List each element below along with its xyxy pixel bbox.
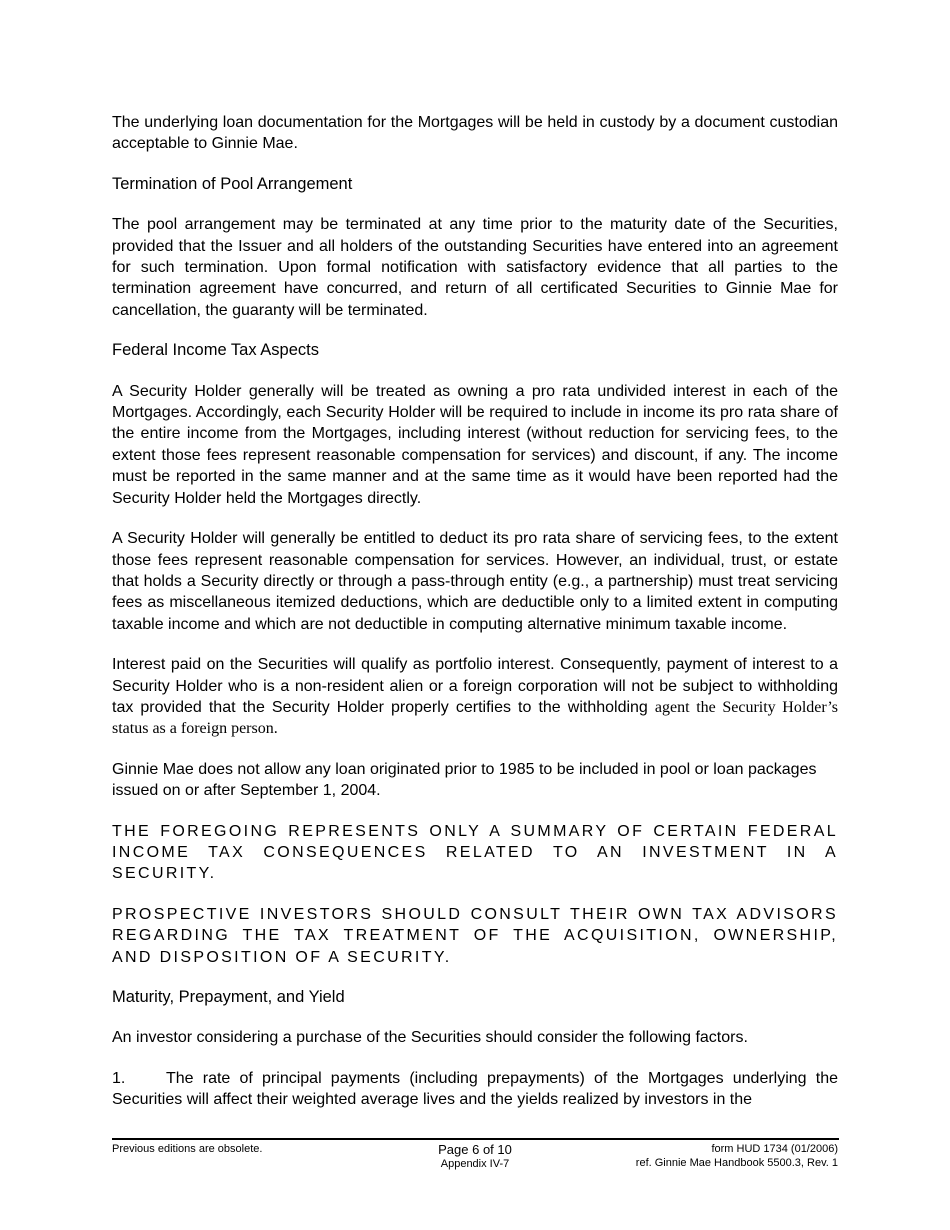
portfolio-interest-tail: agent the Security Holder’s status as a foreign person. bbox=[112, 698, 839, 738]
appendix-label: Appendix IV-7 bbox=[440, 1158, 510, 1170]
paragraph-pro-rata-interest: A Security Holder generally will be treated as owning a pro rata undivided interest in each of the Mortgages. Accordingly, each Security Holder will be required to include in income its pro rata share of the entire income from the Mortgages, including interest (without reduction for servicing fees, to the extent those fees represent reasonable compensation for services) and discount, if any. The income must be reported in the same manner and at the same time as it would have been reported had the Security Holder held the Mortgages directly. bbox=[112, 382, 838, 507]
paragraph-termination: The pool arrangement may be terminated at any time prior to the maturity date of the Securities, provided that the Issuer and all holders of the outstanding Securities have entered into an agreement for such termination. Upon formal notification with satisfactory evidence that all parties to the termination agreement have concurred, and return of all certificated Securities to Ginnie Mae for cancellation, the guaranty will be terminated. bbox=[112, 216, 838, 319]
heading-termination: Termination of Pool Arrangement bbox=[112, 174, 353, 193]
footer-obsolete-note: Previous editions are obsolete. bbox=[112, 1143, 263, 1155]
paragraph-portfolio-interest bbox=[112, 654, 838, 740]
footer-divider bbox=[112, 1138, 839, 1140]
caps-summary-notice: THE FOREGOING REPRESENTS ONLY A SUMMARY OF CERTAIN FEDERAL INCOME TAX CONSEQUENCES RELATED TO AN INVESTMENT IN A SECURITY. bbox=[112, 822, 838, 883]
list-item-1 bbox=[112, 1068, 838, 1111]
paragraph-servicing-fees: A Security Holder will generally be entitled to deduct its pro rata share of servicing fees, to the extent those fees represent reasonable compensation for services. However, an individual, trust, or estate that holds a Security directly or through a pass-through entity (e.g., a partnership) must treat servicing fees as miscellaneous itemized deductions, which are deductible only to a limited extent in computing taxable income and which are not deductible in computing alternative minimum taxable income. bbox=[112, 530, 838, 633]
portfolio-interest-text: Interest paid on the Securities will qualify as portfolio interest. Consequently, payment of interest to a Security Holder who is a non-resident alien or a foreign corporation will not be subject to withholding tax provided that the Security Holder properly certifies to the withholding bbox=[112, 656, 838, 716]
footer-page-info bbox=[380, 1142, 570, 1171]
form-number: form HUD 1734 (01/2006) bbox=[711, 1143, 838, 1155]
paragraph-investor-factors: An investor considering a purchase of the Securities should consider the following factors. bbox=[112, 1029, 748, 1047]
paragraph-custody: The underlying loan documentation for the Mortgages will be held in custody by a document custodian acceptable to Ginnie Mae. bbox=[112, 114, 838, 153]
page-number: Page 6 of 10 bbox=[438, 1142, 512, 1157]
footer-form-info bbox=[636, 1142, 838, 1170]
heading-maturity-prepayment-yield: Maturity, Prepayment, and Yield bbox=[112, 988, 345, 1006]
handbook-reference: ref. Ginnie Mae Handbook 5500.3, Rev. 1 bbox=[635, 1157, 838, 1169]
list-item-text: The rate of principal payments (including prepayments) of the Mortgages underlying the Securities will affect their weighted average lives and the yields realized by investors in the bbox=[112, 1069, 838, 1109]
paragraph-loan-origination: Ginnie Mae does not allow any loan originated prior to 1985 to be included in pool or loan packages issued on or after September 1, 2004. bbox=[112, 760, 817, 800]
heading-federal-income-tax: Federal Income Tax Aspects bbox=[112, 341, 319, 360]
page-body bbox=[112, 112, 838, 1111]
caps-tax-advisor-notice: PROSPECTIVE INVESTORS SHOULD CONSULT THEIR OWN TAX ADVISORS REGARDING THE TAX TREATMENT OF THE ACQUISITION, OWNERSHIP, AND DISPOSITION OF A SECURITY. bbox=[112, 905, 838, 966]
list-item-number: 1. bbox=[112, 1069, 126, 1087]
